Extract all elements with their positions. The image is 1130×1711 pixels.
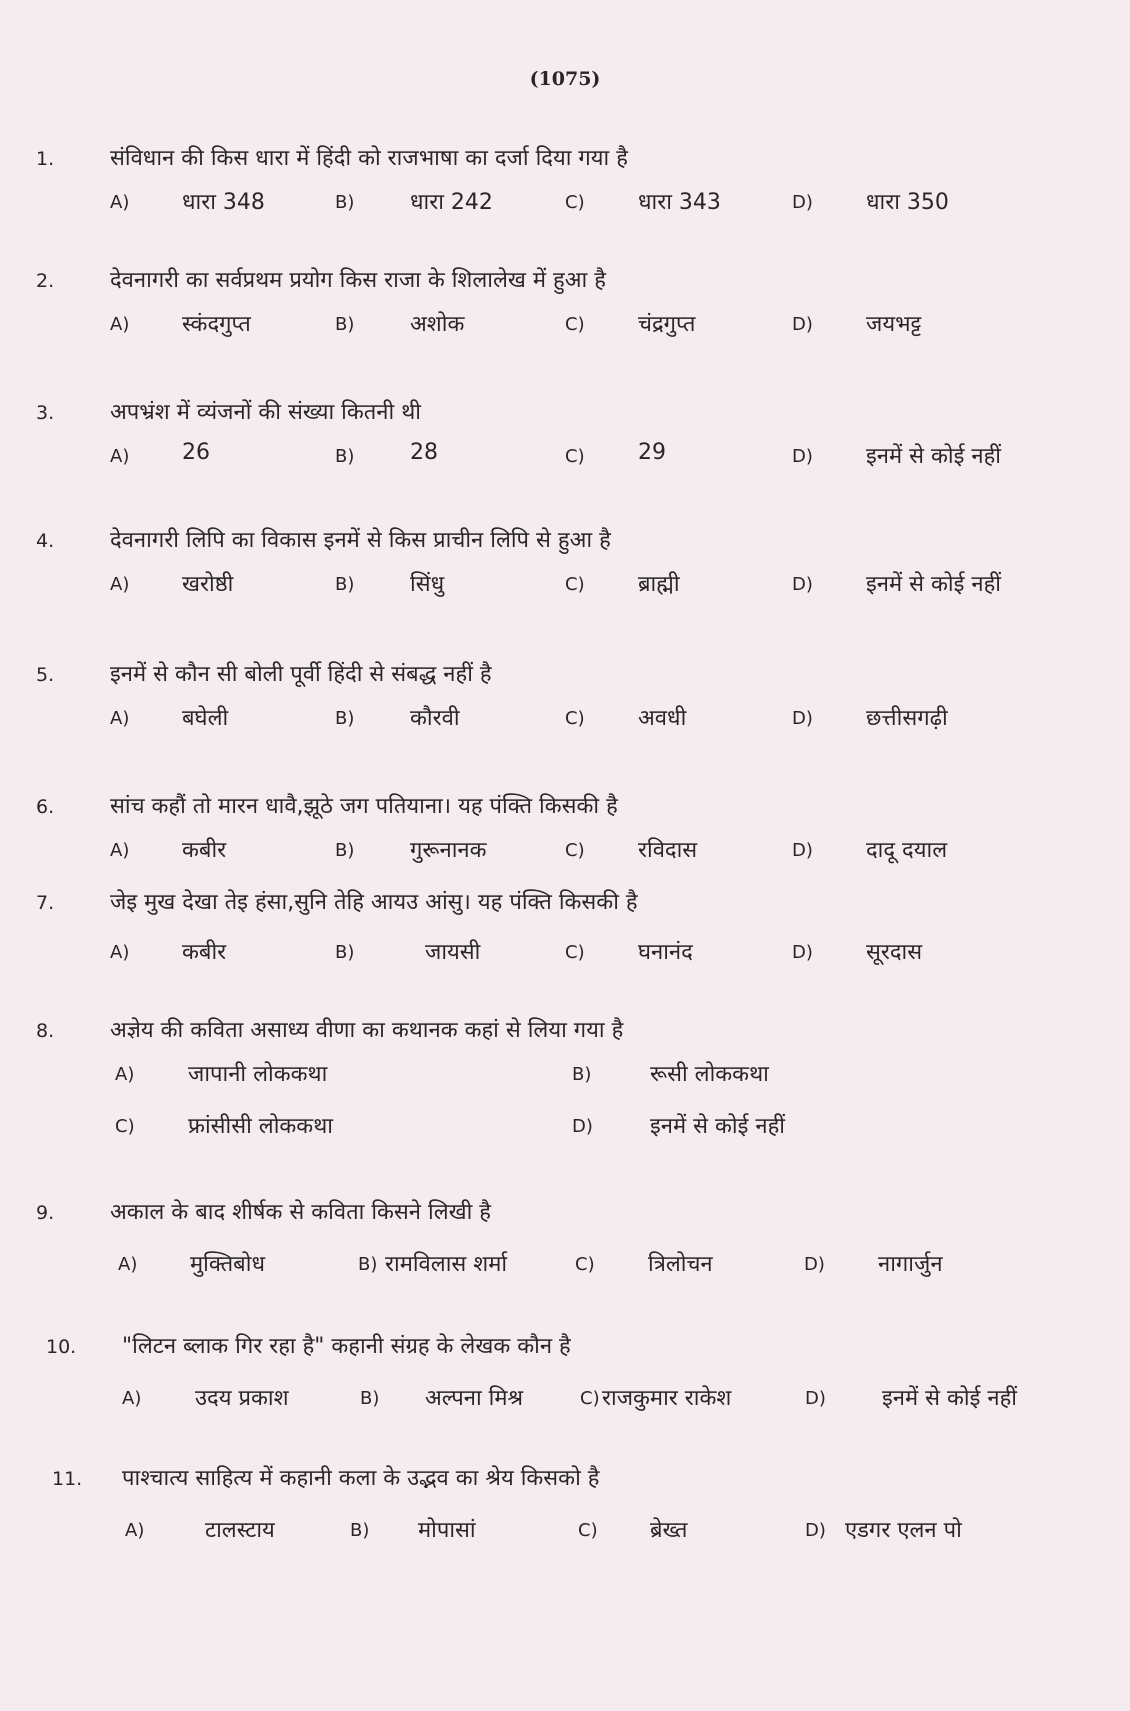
option-d-label: D) — [792, 314, 813, 335]
question-stem — [0, 1462, 1130, 1496]
options-row — [0, 308, 1130, 342]
question-stem — [0, 1014, 1130, 1048]
option-d-text: सूरदास — [866, 940, 923, 965]
option-c-text: राजकुमार राकेश — [602, 1386, 732, 1411]
option-d-label: D) — [792, 192, 813, 213]
question-text: सांच कहौं तो मारन धावै,झूठे जग पतियाना। यह पंक्ति किसकी है — [110, 794, 618, 819]
option-c-text: 29 — [638, 440, 666, 465]
question-number: 4. — [36, 530, 55, 552]
option-a-text: जापानी लोककथा — [188, 1062, 328, 1087]
option-c-text: त्रिलोचन — [648, 1252, 713, 1277]
option-d-text: इनमें से कोई नहीं — [866, 444, 1002, 469]
question-text: अपभ्रंश में व्यंजनों की संख्या कितनी थी — [110, 400, 421, 425]
question-stem — [0, 142, 1130, 176]
options-row — [0, 440, 1130, 474]
option-a-label: A) — [110, 446, 130, 467]
question-text: जेइ मुख देखा तेइ हंसा,सुनि तेहि आयउ आंसु। यह पंक्ति किसकी है — [110, 890, 638, 915]
option-a-text: खरोष्ठी — [182, 572, 234, 597]
option-c-text: अवधी — [638, 706, 687, 731]
option-c-text: ब्रेख्त — [650, 1518, 688, 1543]
option-b-text: मोपासां — [418, 1518, 476, 1543]
option-c-text: ब्राह्मी — [638, 572, 680, 597]
option-a-label: A) — [122, 1388, 142, 1409]
options-row — [0, 702, 1130, 736]
option-d-label: D) — [792, 446, 813, 467]
option-c-label: C) — [565, 314, 585, 335]
options-row — [0, 1514, 1130, 1548]
option-a-label: A) — [110, 942, 130, 963]
question-text: अज्ञेय की कविता असाध्य वीणा का कथानक कहां से लिया गया है — [110, 1018, 624, 1043]
option-b-text: कौरवी — [410, 706, 460, 731]
question-stem — [0, 886, 1130, 920]
option-b-text: रूसी लोककथा — [650, 1062, 769, 1087]
question-text: इनमें से कौन सी बोली पूर्वी हिंदी से संबद्ध नहीं है — [110, 662, 492, 687]
option-c-text: चंद्रगुप्त — [638, 312, 696, 337]
paper-code: (1075) — [529, 68, 601, 90]
option-a-text: कबीर — [182, 838, 227, 863]
question-stem — [0, 1196, 1130, 1230]
question-number: 8. — [36, 1020, 55, 1042]
option-a-label: A) — [110, 314, 130, 335]
option-d-text: इनमें से कोई नहीं — [866, 572, 1002, 597]
option-b-text: अल्पना मिश्र — [425, 1386, 524, 1411]
option-d-text: धारा 350 — [866, 190, 949, 215]
option-c-label: C) — [565, 574, 585, 595]
question-number: 3. — [36, 402, 55, 424]
option-b-label: B) — [360, 1388, 380, 1409]
option-a-label: A) — [115, 1064, 135, 1085]
question-number: 5. — [36, 664, 55, 686]
question-text: संविधान की किस धारा में हिंदी को राजभाषा का दर्जा दिया गया है — [110, 146, 628, 171]
option-d-label: D) — [792, 574, 813, 595]
options-row — [0, 568, 1130, 602]
question-text: देवनागरी लिपि का विकास इनमें से किस प्राचीन लिपि से हुआ है — [110, 528, 611, 553]
question-number: 1. — [36, 148, 55, 170]
option-b-label: B) — [335, 840, 355, 861]
option-b-label: B) — [335, 574, 355, 595]
option-b-label: B) — [572, 1064, 592, 1085]
option-b-text: रामविलास शर्मा — [385, 1252, 508, 1277]
question-text: "लिटन ब्लाक गिर रहा है" कहानी संग्रह के लेखक कौन है — [122, 1334, 571, 1359]
option-a-text: उदय प्रकाश — [195, 1386, 289, 1411]
question-text: पाश्चात्य साहित्य में कहानी कला के उद्भव का श्रेय किसको है — [122, 1466, 600, 1491]
option-a-text: स्कंदगुप्त — [182, 312, 251, 337]
option-b-text: जायसी — [425, 940, 481, 965]
options-row — [0, 1382, 1130, 1416]
option-c-label: C) — [565, 708, 585, 729]
option-d-label: D) — [804, 1254, 825, 1275]
options-row — [0, 186, 1130, 220]
options-row — [0, 1110, 1130, 1144]
option-b-label: B) — [335, 942, 355, 963]
question-number: 10. — [46, 1336, 77, 1358]
option-a-label: A) — [125, 1520, 145, 1541]
option-a-text: बघेली — [182, 706, 229, 731]
option-a-text: 26 — [182, 440, 210, 465]
option-a-text: टालस्टाय — [205, 1518, 275, 1543]
option-a-label: A) — [110, 840, 130, 861]
question-stem — [0, 1330, 1130, 1364]
option-d-text: इनमें से कोई नहीं — [882, 1386, 1018, 1411]
option-c-label: C) — [578, 1520, 598, 1541]
option-d-text: दादू दयाल — [866, 838, 948, 863]
option-c-text: फ्रांसीसी लोककथा — [188, 1114, 333, 1139]
option-b-text: 28 — [410, 440, 438, 465]
question-stem — [0, 396, 1130, 430]
question-text: अकाल के बाद शीर्षक से कविता किसने लिखी है — [110, 1200, 491, 1225]
option-d-text: नागार्जुन — [878, 1252, 943, 1277]
option-d-label: D) — [805, 1520, 826, 1541]
option-d-label: D) — [792, 708, 813, 729]
question-number: 11. — [52, 1468, 83, 1490]
option-d-label: D) — [792, 942, 813, 963]
option-b-label: B) — [335, 192, 355, 213]
option-d-text: एडगर एलन पो — [845, 1518, 962, 1543]
option-c-label: C) — [115, 1116, 135, 1137]
option-c-text: धारा 343 — [638, 190, 721, 215]
option-c-label: C) — [580, 1388, 600, 1409]
option-c-label: C) — [565, 840, 585, 861]
option-d-text: इनमें से कोई नहीं — [650, 1114, 786, 1139]
option-b-label: B) — [335, 708, 355, 729]
question-stem — [0, 264, 1130, 298]
options-row — [0, 1248, 1130, 1282]
option-a-text: मुक्तिबोध — [190, 1252, 265, 1277]
option-a-label: A) — [110, 574, 130, 595]
option-b-label: B) — [335, 446, 355, 467]
option-b-text: धारा 242 — [410, 190, 493, 215]
option-c-text: रविदास — [638, 838, 698, 863]
option-d-label: D) — [805, 1388, 826, 1409]
question-number: 7. — [36, 892, 55, 914]
question-stem — [0, 658, 1130, 692]
option-c-label: C) — [565, 942, 585, 963]
option-b-text: अशोक — [410, 312, 465, 337]
option-b-label: B) — [350, 1520, 370, 1541]
option-c-label: C) — [575, 1254, 595, 1275]
question-number: 6. — [36, 796, 55, 818]
option-a-text: धारा 348 — [182, 190, 265, 215]
option-a-text: कबीर — [182, 940, 227, 965]
option-a-label: A) — [110, 708, 130, 729]
question-number: 2. — [36, 270, 55, 292]
option-d-label: D) — [572, 1116, 593, 1137]
options-row — [0, 834, 1130, 868]
option-b-label: B) — [358, 1254, 378, 1275]
option-a-label: A) — [110, 192, 130, 213]
option-c-text: घनानंद — [638, 940, 693, 965]
option-c-label: C) — [565, 446, 585, 467]
option-d-text: छत्तीसगढ़ी — [866, 706, 948, 731]
question-stem — [0, 524, 1130, 558]
question-stem — [0, 790, 1130, 824]
option-d-label: D) — [792, 840, 813, 861]
option-a-label: A) — [118, 1254, 138, 1275]
option-d-text: जयभट्ट — [866, 312, 922, 337]
option-c-label: C) — [565, 192, 585, 213]
options-row — [0, 1058, 1130, 1092]
option-b-label: B) — [335, 314, 355, 335]
option-b-text: गुरूनानक — [410, 838, 487, 863]
option-b-text: सिंधु — [410, 572, 445, 597]
question-number: 9. — [36, 1202, 55, 1224]
question-text: देवनागरी का सर्वप्रथम प्रयोग किस राजा के शिलालेख में हुआ है — [110, 268, 606, 293]
options-row — [0, 936, 1130, 970]
